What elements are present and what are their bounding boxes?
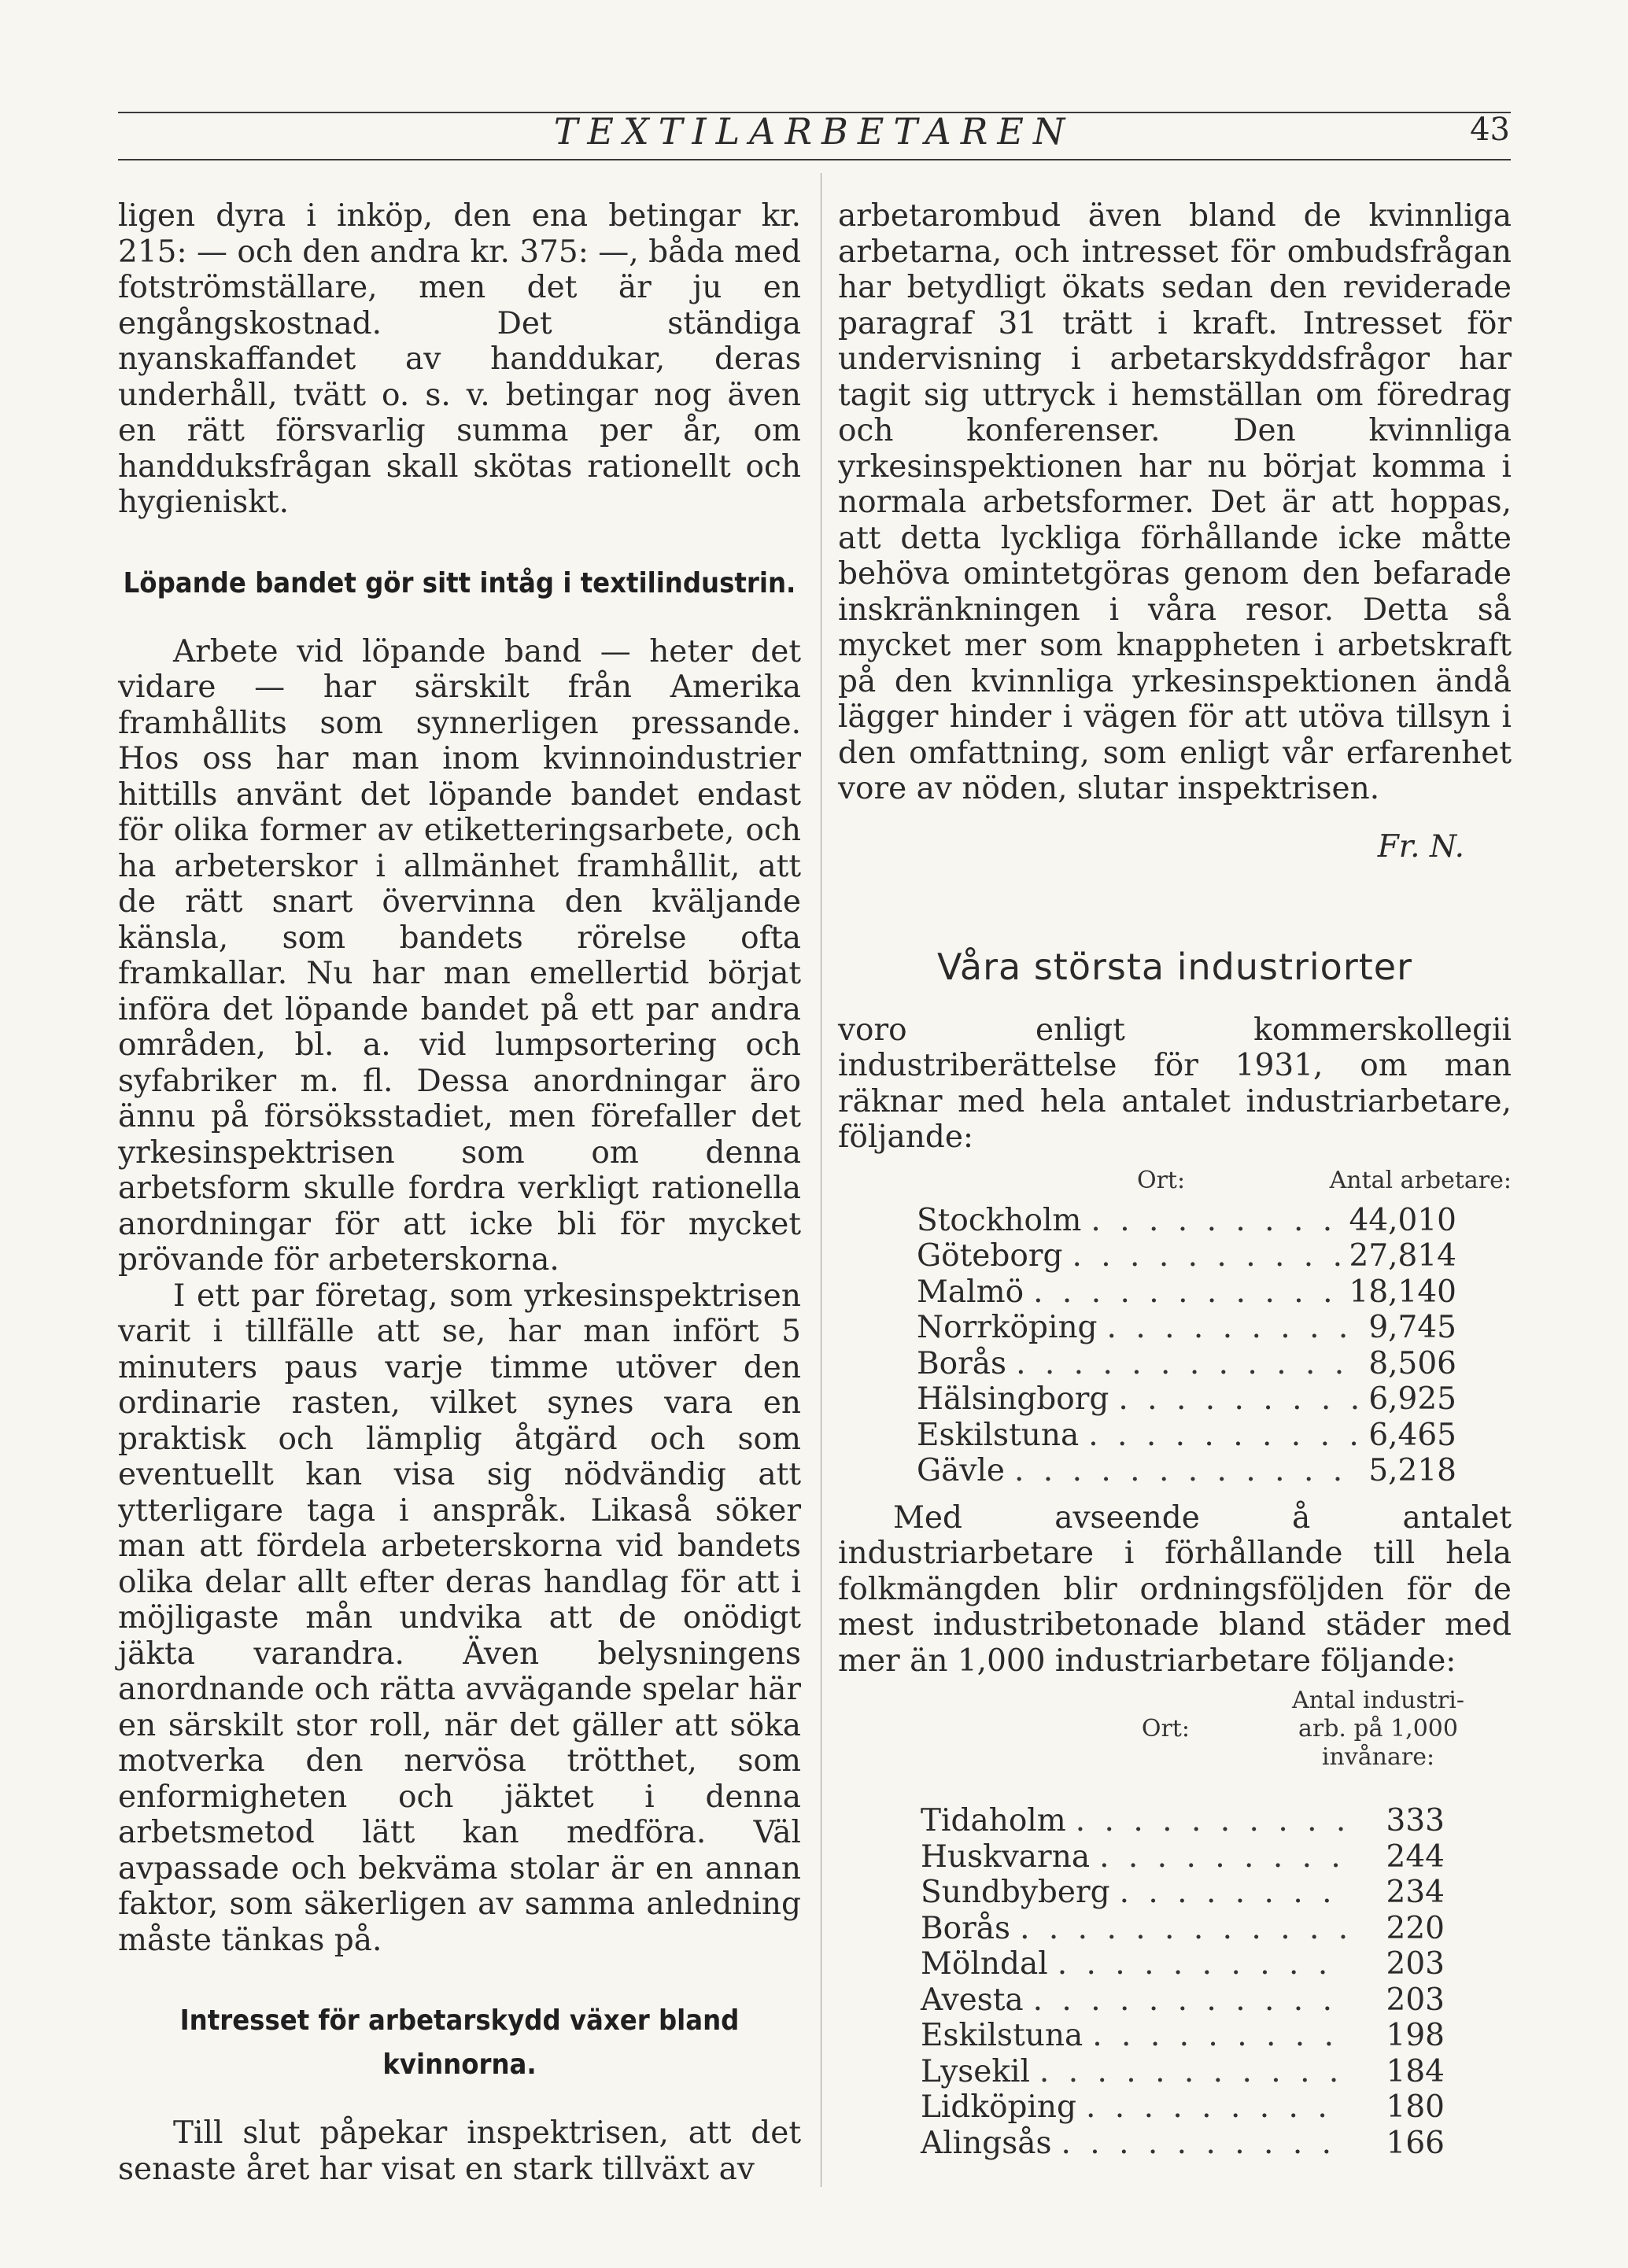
table-row-place: Lysekil [921, 2053, 1030, 2089]
table-row-place: Göteborg [917, 1238, 1063, 1274]
table-row [921, 1875, 1445, 1911]
leader-dots [1118, 1381, 1359, 1418]
table-per-invanare-col-ort: Ort: [1141, 1715, 1190, 1742]
table-row [917, 1381, 1456, 1418]
table-arbetare-col-antal: Antal arbetare: [1329, 1166, 1512, 1194]
leader-dots [1120, 1875, 1349, 1911]
table-row-value: 244 [1386, 1838, 1445, 1875]
subheading-lopande-bandet: Löpande bandet gör sitt intåg i textilindustrin. [123, 566, 796, 599]
leader-dots [1088, 1418, 1359, 1454]
table-row-value: 5,218 [1368, 1453, 1456, 1488]
table-row [917, 1203, 1456, 1239]
table-row [921, 2018, 1445, 2054]
table-arbetare-col-ort: Ort: [1137, 1166, 1186, 1194]
table-row-place: Norrköping [917, 1310, 1098, 1345]
leader-dots [1039, 2054, 1349, 2090]
table-row-place: Lidköping [921, 2089, 1076, 2125]
table-row [917, 1418, 1456, 1454]
table-row-place: Eskilstuna [921, 2018, 1083, 2053]
table-row [917, 1238, 1456, 1274]
leader-dots [1020, 1911, 1349, 1947]
leader-dots [1099, 1839, 1349, 1875]
right-column [838, 198, 1512, 2161]
left-paragraph-3: I ett par företag, som yrkesinspektrisen varit i tillfälle att se, har man infört 5 minuters paus varje timme utöver den ordinarie rasten, vilket synes vara en praktisk och lämplig åtgärd och som eventuellt kan visa sig nödvändig att ytterligare taga i anspråk. Likaså söker man att fördela arbeterskorna vid bandets olika delar allt efter deras handlag för att i möjligaste mån undvika att de onödigt jäkta varandra. Även belysningens anordnande och rätta avvägande spelar här en särskilt stor roll, när det gäller att söka motverka den nervösa trötthet, som enformigheten och jäktet i denna arbetsmetod lätt kan medföra. Väl avpassade och bekväma stolar är en annan faktor, som säkerligen av samma anledning måste tänkas på. [118, 1278, 801, 1958]
table-row-place: Stockholm [917, 1202, 1082, 1238]
page-header-title: TEXTILARBETAREN [553, 110, 1075, 153]
left-column [118, 198, 801, 2187]
table-arbetare [838, 1167, 1512, 1489]
table-row [921, 1911, 1445, 1947]
table-per-invanare-rows [838, 1803, 1512, 2161]
leader-dots [1091, 1203, 1339, 1239]
table-row-place: Malmö [917, 1274, 1024, 1310]
left-paragraph-4: Till slut påpekar inspektrisen, att det senaste året har visat en stark tillväxt av [118, 2115, 801, 2187]
table-row-place: Sundbyberg [921, 1875, 1110, 1910]
table-row-value: 27,814 [1349, 1238, 1456, 1274]
table-row [917, 1453, 1456, 1489]
table-row [921, 2126, 1445, 2162]
header-rule-bottom [118, 159, 1511, 160]
right-paragraph-1: arbetarombud även bland de kvinnliga arbetarna, och intresset för ombudsfrågan har betydligt ökats sedan den reviderade paragraf 31 trätt i kraft. Intresset för undervisning i arbetarskyddsfrågor har tagit sig uttryck i hemställan om föredrag och konferenser. Den kvinnliga yrkesinspektionen har nu börjat komma i normala arbetsformer. Det är att hoppas, att detta lyckliga förhållande icke måtte behöva omintetgöras genom den befarade inskränkningen i våra resor. Detta så mycket mer som knappheten i arbetskraft på den kvinnliga yrkesinspektionen ändå lägger hinder i vägen för att utöva tillsyn i den omfattning, som enligt vår erfarenhet vore av nöden, slutar inspektrisen. [838, 198, 1512, 806]
table-row [921, 1982, 1445, 2019]
table-arbetare-header [838, 1167, 1512, 1195]
leader-dots [1033, 1274, 1339, 1311]
table-row-value: 44,010 [1349, 1202, 1456, 1238]
table-row-place: Eskilstuna [917, 1417, 1080, 1453]
table-row [917, 1274, 1456, 1311]
table-row-place: Gävle [917, 1453, 1005, 1488]
signature: Fr. N. [1377, 828, 1464, 865]
table-per-invanare [838, 1687, 1512, 2161]
table-per-invanare-col-antal-line2: arb. på 1,000 [1298, 1715, 1458, 1742]
table-row-place: Borås [917, 1345, 1007, 1381]
table-row-value: 9,745 [1368, 1310, 1456, 1345]
table-row-place: Borås [921, 1910, 1011, 1946]
subheading-intresset: Intresset för arbetarskydd växer bland kvinnorna. [179, 2004, 740, 2081]
table-row-value: 180 [1386, 2089, 1445, 2125]
table-row-value: 203 [1386, 1946, 1445, 1982]
leader-dots [1058, 1946, 1349, 1982]
table-row-place: Hälsingborg [917, 1381, 1109, 1417]
leader-dots [1033, 1982, 1349, 2019]
table-row-value: 234 [1386, 1875, 1445, 1910]
section-heading-industriorter: Våra största industriorter [937, 946, 1412, 988]
table-row-value: 166 [1386, 2125, 1445, 2161]
table-row [921, 1946, 1445, 1982]
table-row-value: 6,465 [1368, 1417, 1456, 1453]
left-paragraph-2: Arbete vid löpande band — heter det vidare — har särskilt från Amerika framhållits som synnerligen pressande. Hos oss har man inom kvinnoindustrier hittills använt det löpande bandet endast för olika former av etiketteringsarbete, och ha arbeterskor i allmänhet framhållit, att de rätt snart övervinna den kväljande känsla, som bandets rörelse ofta framkallar. Nu har man emellertid börjat införa det löpande bandet på ett par andra områden, bl. a. vid lumpsortering och syfabriker m. fl. Dessa anordningar äro ännu på försöksstadiet, men förefaller det yrkesinspektrisen som om denna arbetsform skulle fordra verkligt rationella anordningar för att icke bli för mycket prövande för arbeterskorna. [118, 633, 801, 1278]
table-row-place: Huskvarna [921, 1838, 1091, 1875]
table-row-value: 203 [1386, 1982, 1445, 2018]
table-per-invanare-col-antal [1292, 1687, 1464, 1772]
table-row [921, 2054, 1445, 2090]
table-row-value: 198 [1386, 2018, 1445, 2053]
table-row [917, 1310, 1456, 1346]
leader-dots [1076, 1803, 1349, 1839]
table-per-invanare-header [838, 1687, 1512, 1772]
table-row [921, 2089, 1445, 2126]
leader-dots [1016, 1346, 1359, 1382]
table-row-value: 6,925 [1368, 1381, 1456, 1417]
table-row-value: 8,506 [1368, 1345, 1456, 1381]
leader-dots [1061, 2126, 1349, 2162]
table-row-place: Tidaholm [921, 1803, 1066, 1838]
right-paragraph-2: voro enligt kommerskollegii industriberättelse för 1931, om man räknar med hela antalet industriarbetare, följande: [838, 1012, 1512, 1155]
table-row [921, 1839, 1445, 1875]
table-row-value: 220 [1386, 1910, 1445, 1946]
table-row-place: Mölndal [921, 1946, 1048, 1982]
table-per-invanare-col-antal-line3: invånare: [1321, 1743, 1435, 1771]
table-row-place: Avesta [921, 1982, 1024, 2018]
table-row-place: Alingsås [921, 2125, 1052, 2161]
leader-dots [1072, 1238, 1339, 1274]
left-paragraph-1: ligen dyra i inköp, den ena betingar kr. 215: — och den andra kr. 375: —, båda med fotströmställare, men det är ju en engångskostnad. Det ständiga nyanskaffandet av handdukar, deras underhåll, tvätt o. s. v. betingar nog även en rätt försvarlig summa per år, om handduksfrågan skall skötas rationellt och hygieniskt. [118, 198, 801, 520]
table-row-value: 333 [1386, 1803, 1445, 1838]
table-row-value: 18,140 [1349, 1274, 1456, 1310]
leader-dots [1014, 1453, 1359, 1489]
leader-dots [1107, 1310, 1360, 1346]
table-row-value: 184 [1386, 2053, 1445, 2089]
table-row [921, 1803, 1445, 1839]
leader-dots [1086, 2089, 1349, 2126]
table-per-invanare-col-antal-line1: Antal industri- [1291, 1687, 1464, 1714]
table-arbetare-rows [838, 1203, 1512, 1489]
leader-dots [1092, 2018, 1349, 2054]
right-paragraph-3: Med avseende å antalet industriarbetare i förhållande till hela folkmängden blir ordningsföljden för de mest industribetonade bland städer med mer än 1,000 industriarbetare följande: [838, 1499, 1512, 1679]
page-number: 43 [1470, 112, 1510, 148]
table-row [917, 1346, 1456, 1382]
